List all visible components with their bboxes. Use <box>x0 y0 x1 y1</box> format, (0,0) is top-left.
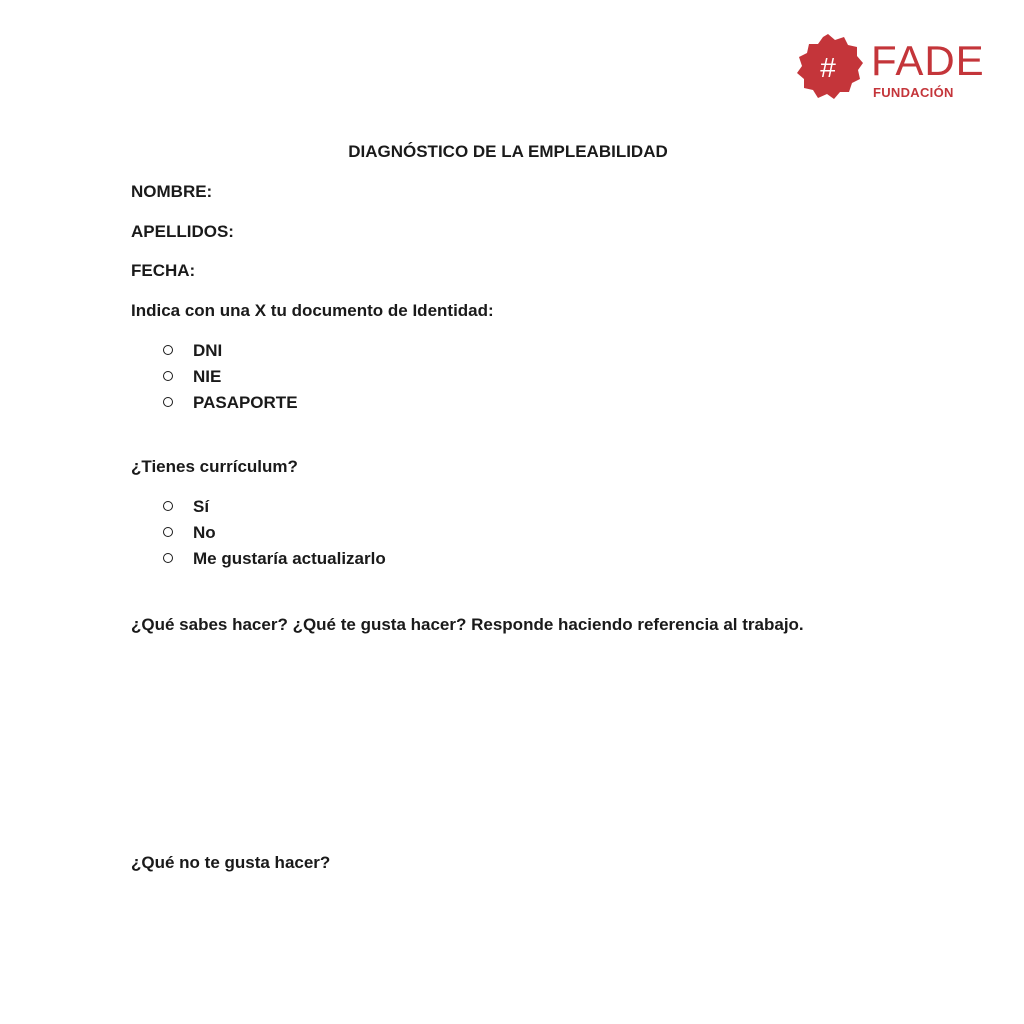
dislikes-question: ¿Qué no te gusta hacer? <box>131 853 331 872</box>
option-label: No <box>193 523 216 542</box>
fade-logo <box>792 30 992 104</box>
option-label: Me gustaría actualizarlo <box>193 549 386 568</box>
fecha-label: FECHA: <box>131 261 196 280</box>
curriculum-option-no[interactable] <box>163 520 386 546</box>
curriculum-option-actualizar[interactable] <box>163 546 386 572</box>
curriculum-option-si[interactable] <box>163 494 386 520</box>
curriculum-question: ¿Tienes currículum? <box>131 457 298 476</box>
option-label: DNI <box>193 341 223 360</box>
circle-bullet-icon <box>163 397 173 407</box>
identity-option-dni[interactable] <box>163 338 298 364</box>
nombre-label: NOMBRE: <box>131 182 213 201</box>
circle-bullet-icon <box>163 371 173 381</box>
skills-question: ¿Qué sabes hacer? ¿Qué te gusta hacer? Responde haciendo referencia al trabajo. <box>131 615 804 634</box>
identity-question: Indica con una X tu documento de Identidad: <box>131 301 494 320</box>
logo-wordmark: FADE <box>871 37 985 84</box>
apellidos-label: APELLIDOS: <box>131 222 234 241</box>
logo-subtitle: FUNDACIÓN <box>873 85 954 100</box>
hash-badge-icon <box>792 32 864 104</box>
circle-bullet-icon <box>163 527 173 537</box>
identity-option-nie[interactable] <box>163 364 298 390</box>
identity-option-pasaporte[interactable] <box>163 390 298 416</box>
option-label: PASAPORTE <box>193 393 298 412</box>
curriculum-options <box>163 494 386 572</box>
identity-options <box>163 338 298 416</box>
option-label: Sí <box>193 497 210 516</box>
circle-bullet-icon <box>163 501 173 511</box>
document-title: DIAGNÓSTICO DE LA EMPLEABILIDAD <box>348 142 668 161</box>
circle-bullet-icon <box>163 553 173 563</box>
option-label: NIE <box>193 367 222 386</box>
hash-symbol: # <box>820 52 836 83</box>
circle-bullet-icon <box>163 345 173 355</box>
